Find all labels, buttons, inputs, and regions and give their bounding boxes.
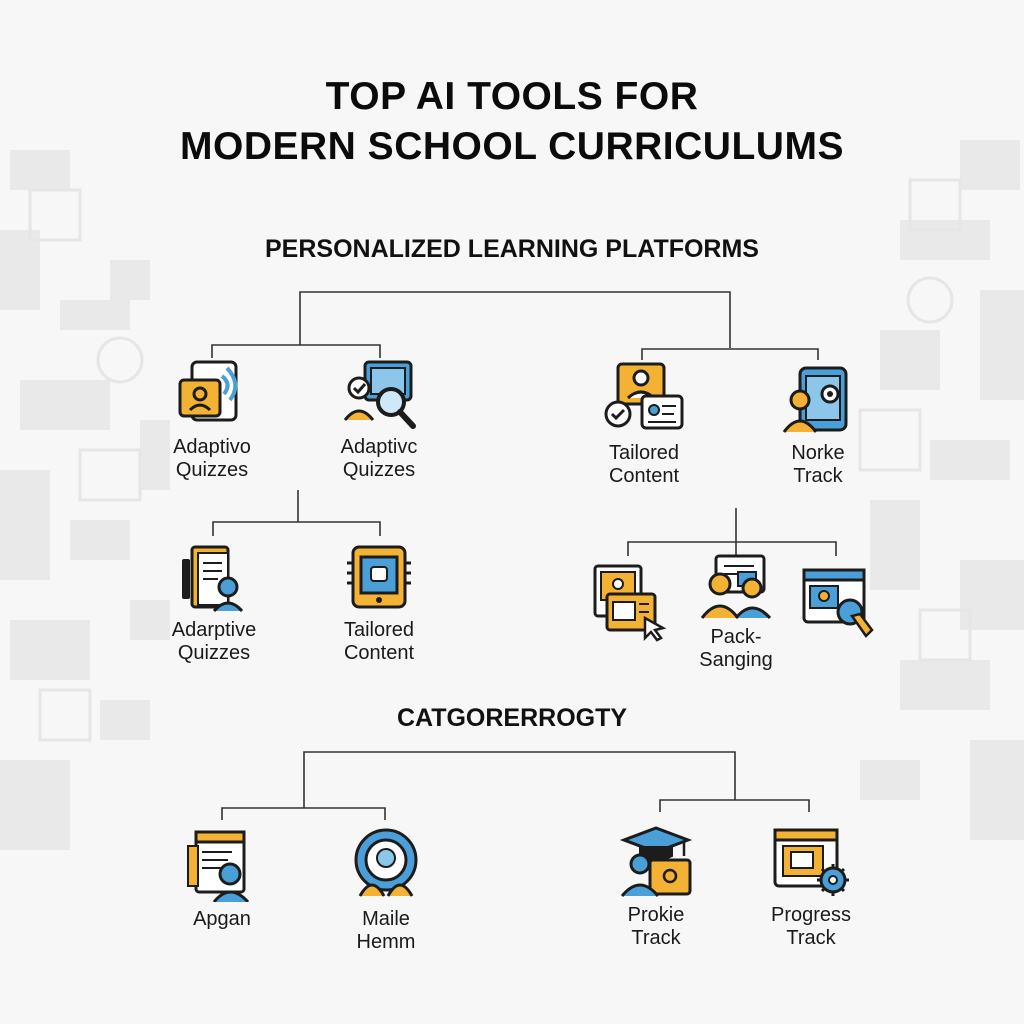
node-tailored-content-2 (294, 541, 464, 665)
node-apgan (137, 828, 307, 931)
adaptive-quiz-icon (172, 358, 252, 430)
node-label: Progress Track (770, 904, 852, 949)
node-adaptivc-quizzes (294, 358, 464, 482)
page-title-line-2: MODERN SCHOOL CURRICULUMS (180, 125, 844, 168)
chip-icon (343, 541, 415, 613)
page-title-line-1: TOP AI TOOLS FOR (325, 75, 699, 118)
laptop-hand-icon (796, 564, 876, 640)
node-label: Norke Track (791, 442, 845, 487)
face-scan-icon (348, 826, 424, 902)
node-label: Adaptivo Quizzes (173, 436, 251, 481)
notebook-student-icon (174, 541, 254, 613)
node-label: Adarptive Quizzes (171, 619, 257, 664)
notes-student-icon (182, 828, 262, 902)
graduation-cap-icon (614, 822, 698, 898)
node-label: Adaptivc Quizzes (340, 436, 418, 481)
node-label: Prokie Track (627, 904, 685, 949)
section-heading-personalized: PERSONALIZED LEARNING PLATFORMS (265, 235, 759, 263)
node-maile-hemm (301, 826, 471, 954)
node-adarptive-quizzes (129, 541, 299, 665)
node-progress-track (726, 826, 896, 950)
search-magnifier-icon (337, 358, 421, 430)
node-laptop-hand (751, 564, 921, 646)
monitor-gear-icon (769, 826, 853, 898)
tablet-user-icon (778, 364, 858, 436)
node-label: Apgan (193, 908, 251, 930)
profile-card-icon (602, 360, 686, 436)
node-label: Tailored Content (343, 619, 415, 664)
node-prokie-track (571, 822, 741, 950)
node-tailored-content (559, 360, 729, 488)
node-adaptivo-quizzes (127, 358, 297, 482)
node-label: Pack- Sanging (699, 626, 773, 671)
node-label: Tailored Content (608, 442, 680, 487)
node-label: Maile Hemm (356, 908, 416, 953)
section-heading-category: CATGORERROGTY (396, 704, 628, 732)
node-norke-track (733, 364, 903, 488)
